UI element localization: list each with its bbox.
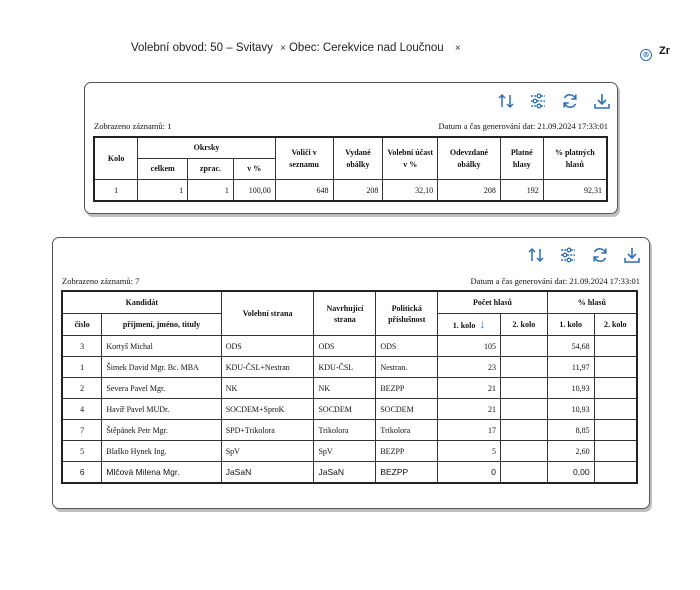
table-row bbox=[94, 180, 607, 202]
cell-prislusnost: Nestran. bbox=[376, 357, 438, 378]
col-strana: Volební strana bbox=[221, 291, 314, 336]
cell-pct1: 11,97 bbox=[547, 357, 594, 378]
col-platne: Platné hlasy bbox=[500, 137, 543, 180]
cell-navrhujici: Trikolora bbox=[314, 420, 376, 441]
cell-hlasy1: 21 bbox=[438, 399, 501, 420]
cell-cislo: 4 bbox=[62, 399, 102, 420]
cell-jmeno: Havíř Pavel MUDr. bbox=[102, 399, 221, 420]
cell-hlasy2 bbox=[500, 336, 547, 357]
remove-municipality-filter-icon[interactable]: × bbox=[454, 43, 461, 54]
col-ucast: Volební účast v % bbox=[383, 137, 438, 180]
cell-celkem: 1 bbox=[138, 180, 188, 202]
cell-prislusnost: BEZPP bbox=[376, 378, 438, 399]
table-row bbox=[62, 399, 637, 420]
cell-pct1: 10,93 bbox=[547, 399, 594, 420]
cell-hlasy1: 105 bbox=[438, 336, 501, 357]
table-row bbox=[62, 441, 637, 462]
cell-pct2 bbox=[594, 336, 637, 357]
filter-district: Volební obvod: 50 – Svitavy bbox=[131, 42, 273, 54]
cell-cislo: 5 bbox=[62, 441, 102, 462]
cell-hlasy2 bbox=[500, 357, 547, 378]
cell-hlasy2 bbox=[500, 378, 547, 399]
col-hlasy-kolo1-label: 1. kolo bbox=[452, 320, 476, 330]
cell-prislusnost: BEZPP bbox=[376, 462, 438, 484]
cell-kolo: 1 bbox=[94, 180, 138, 202]
cell-pct1: 8,85 bbox=[547, 420, 594, 441]
col-zprac: zprac. bbox=[188, 159, 234, 180]
cell-jmeno: Štěpánek Petr Mgr. bbox=[102, 420, 221, 441]
cell-platnych: 92,31 bbox=[543, 180, 607, 202]
col-cislo: číslo bbox=[62, 314, 102, 336]
table-row bbox=[62, 378, 637, 399]
table-row bbox=[62, 420, 637, 441]
col-okrsky: Okrsky bbox=[138, 137, 275, 159]
col-odevzdane: Odevzdané obálky bbox=[438, 137, 501, 180]
cell-cislo: 7 bbox=[62, 420, 102, 441]
filter-municipality: Obec: Cerekvice nad Loučnou bbox=[288, 42, 444, 54]
cell-pct2 bbox=[594, 462, 637, 484]
records-count: Zobrazeno záznamů: 1 bbox=[94, 121, 172, 131]
cell-odevzdane: 208 bbox=[438, 180, 501, 202]
candidates-table bbox=[61, 290, 638, 484]
col-platnych: % platných hlasů bbox=[543, 137, 607, 180]
cell-pct1: 54,68 bbox=[547, 336, 594, 357]
cell-hlasy1: 0 bbox=[438, 462, 501, 484]
col-celkem: celkem bbox=[138, 159, 188, 180]
cell-vydane: 208 bbox=[333, 180, 383, 202]
col-pocet: Počet hlasů bbox=[438, 291, 548, 314]
filter-sliders-icon[interactable] bbox=[559, 246, 577, 264]
cell-navrhujici: NK bbox=[314, 378, 376, 399]
summary-panel bbox=[84, 82, 618, 214]
cell-pct2 bbox=[594, 399, 637, 420]
cell-hlasy2 bbox=[500, 420, 547, 441]
cell-cislo: 1 bbox=[62, 357, 102, 378]
remove-district-filter-icon[interactable]: × bbox=[280, 43, 286, 54]
refresh-icon[interactable] bbox=[561, 92, 579, 110]
cell-navrhujici: ODS bbox=[314, 336, 376, 357]
cell-navrhujici: JaSaN bbox=[314, 462, 376, 484]
cell-volici: 648 bbox=[275, 180, 333, 202]
clear-filters-icon[interactable]: ⊗ bbox=[640, 49, 652, 61]
candidates-meta bbox=[59, 276, 643, 286]
cell-jmeno: Mlčová Milena Mgr. bbox=[102, 462, 221, 484]
cell-jmeno: Kortyš Michal bbox=[102, 336, 221, 357]
cell-hlasy2 bbox=[500, 441, 547, 462]
cell-pct: 100,00 bbox=[233, 180, 275, 202]
cell-pct2 bbox=[594, 357, 637, 378]
col-vydane: Vydané obálky bbox=[333, 137, 383, 180]
cell-hlasy1: 17 bbox=[438, 420, 501, 441]
table-row bbox=[62, 462, 637, 484]
table-row bbox=[62, 336, 637, 357]
cell-cislo: 3 bbox=[62, 336, 102, 357]
summary-meta bbox=[91, 121, 611, 131]
cell-strana: ODS bbox=[221, 336, 314, 357]
col-pct-kolo1[interactable]: 1. kolo bbox=[547, 314, 594, 336]
cell-hlasy1: 21 bbox=[438, 378, 501, 399]
col-jmeno: příjmení, jméno, tituly bbox=[102, 314, 221, 336]
cell-pct1: 10,93 bbox=[547, 378, 594, 399]
col-prislusnost: Politická příslušnost bbox=[376, 291, 438, 336]
cell-navrhujici: SOCDEM bbox=[314, 399, 376, 420]
cell-jmeno: Severa Pavel Mgr. bbox=[102, 378, 221, 399]
sort-down-icon[interactable]: ↓ bbox=[479, 316, 486, 331]
filter-bar bbox=[131, 42, 464, 54]
col-procenta: % hlasů bbox=[547, 291, 637, 314]
records-count: Zobrazeno záznamů: 7 bbox=[62, 276, 140, 286]
candidates-panel bbox=[52, 237, 650, 509]
cell-strana: NK bbox=[221, 378, 314, 399]
cell-prislusnost: BEZPP bbox=[376, 441, 438, 462]
cell-prislusnost: ODS bbox=[376, 336, 438, 357]
col-hlasy-kolo1[interactable] bbox=[438, 314, 501, 336]
sort-arrows-icon[interactable] bbox=[527, 246, 545, 264]
cell-pct2 bbox=[594, 378, 637, 399]
cell-strana: SpV bbox=[221, 441, 314, 462]
cell-zprac: 1 bbox=[188, 180, 234, 202]
sort-arrows-icon[interactable] bbox=[497, 92, 515, 110]
cell-strana: SOCDEM+SproK bbox=[221, 399, 314, 420]
col-volici: Voliči v seznamu bbox=[275, 137, 333, 180]
refresh-icon[interactable] bbox=[591, 246, 609, 264]
summary-table bbox=[93, 136, 608, 202]
generated-timestamp: Datum a čas generování dat: 21.09.2024 17:33:01 bbox=[438, 121, 608, 131]
generated-timestamp: Datum a čas generování dat: 21.09.2024 17:33:01 bbox=[470, 276, 640, 286]
cell-ucast: 32,10 bbox=[383, 180, 438, 202]
cell-pct2 bbox=[594, 441, 637, 462]
candidates-toolbar bbox=[527, 246, 641, 264]
col-hlasy-kolo2[interactable]: 2. kolo bbox=[500, 314, 547, 336]
cell-hlasy1: 5 bbox=[438, 441, 501, 462]
cell-navrhujici: KDU-ČSL bbox=[314, 357, 376, 378]
filter-sliders-icon[interactable] bbox=[529, 92, 547, 110]
col-kandidat: Kandidát bbox=[62, 291, 221, 314]
cell-jmeno: Šimek David Mgr. Bc. MBA bbox=[102, 357, 221, 378]
col-kolo: Kolo bbox=[94, 137, 138, 180]
summary-toolbar bbox=[497, 92, 611, 110]
cell-hlasy1: 23 bbox=[438, 357, 501, 378]
cell-platne: 192 bbox=[500, 180, 543, 202]
table-row bbox=[62, 357, 637, 378]
cell-strana: SPD+Trikolora bbox=[221, 420, 314, 441]
cell-hlasy2 bbox=[500, 462, 547, 484]
col-pct: v % bbox=[233, 159, 275, 180]
cell-jmeno: Blaško Hynek Ing. bbox=[102, 441, 221, 462]
cell-strana: JaSaN bbox=[221, 462, 314, 484]
cell-strana: KDU-ČSL+Nestran bbox=[221, 357, 314, 378]
cell-pct2 bbox=[594, 420, 637, 441]
cell-hlasy2 bbox=[500, 399, 547, 420]
cell-navrhujici: SpV bbox=[314, 441, 376, 462]
cell-cislo: 6 bbox=[62, 462, 102, 484]
col-pct-kolo2[interactable]: 2. kolo bbox=[594, 314, 637, 336]
col-navrhujici: Navrhující strana bbox=[314, 291, 376, 336]
download-icon[interactable] bbox=[623, 246, 641, 264]
cell-pct1: 0,00 bbox=[547, 462, 594, 484]
cell-pct1: 2,60 bbox=[547, 441, 594, 462]
cell-cislo: 2 bbox=[62, 378, 102, 399]
truncated-label: Zr bbox=[659, 45, 670, 57]
cell-prislusnost: Trikolora bbox=[376, 420, 438, 441]
download-icon[interactable] bbox=[593, 92, 611, 110]
cell-prislusnost: SOCDEM bbox=[376, 399, 438, 420]
